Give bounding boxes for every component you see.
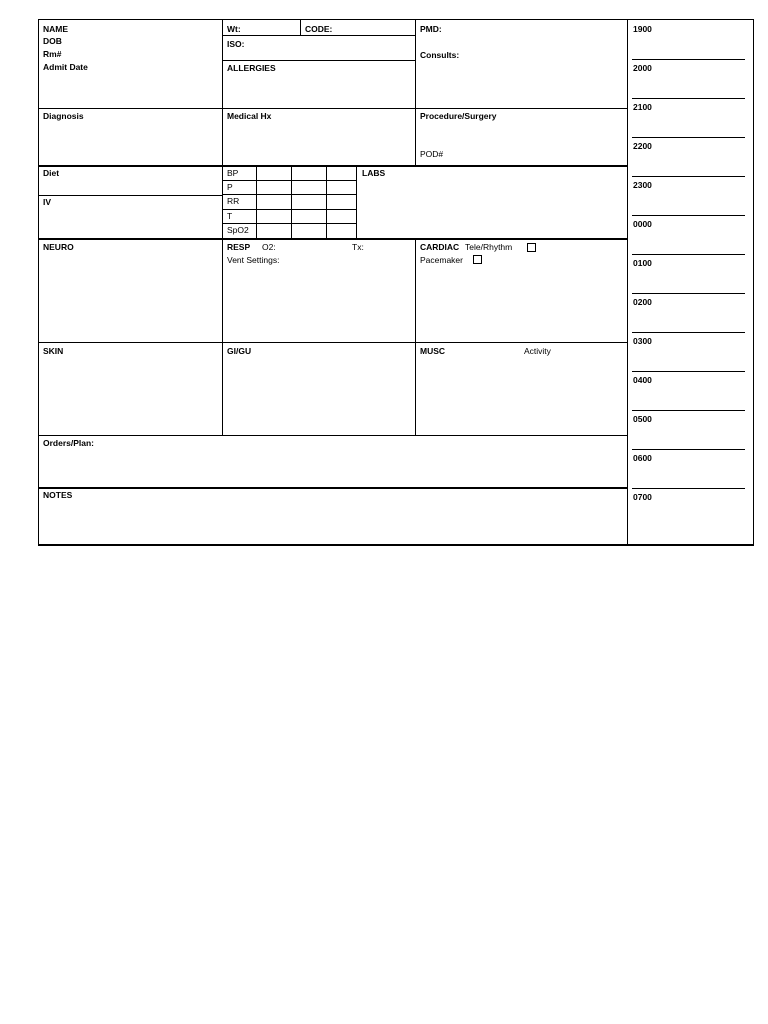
time-line [632,371,745,372]
pacemaker-label: Pacemaker [420,255,463,265]
time-line [632,332,745,333]
vitals-grid-col-1 [256,166,257,239]
name-label: NAME [43,24,69,34]
iv-label: IV [43,197,52,207]
bp-label: BP [227,168,239,178]
tele-rhythm-label: Tele/Rhythm [465,242,513,252]
line-row-2 [38,165,627,167]
pod-label: POD# [420,149,444,159]
diet-label: Diet [43,168,60,178]
tx-label: Tx: [352,242,364,252]
time-line [632,176,745,177]
time-label: 0700 [633,492,652,502]
vitals-grid-col-2 [291,166,292,239]
vitals-grid-row-1 [222,180,356,181]
diagnosis-label: Diagnosis [43,111,84,121]
time-line [632,215,745,216]
consults-label: Consults: [420,50,460,60]
time-label: 2200 [633,141,652,151]
room-label: Rm# [43,49,62,59]
time-label: 0600 [633,453,652,463]
time-label: 0500 [633,414,652,424]
resp-label: RESP [227,242,251,252]
vitals-grid-row-3 [222,209,356,210]
time-label: 1900 [633,24,652,34]
gi-gu-label: GI/GU [227,346,252,356]
line-row-5 [38,435,627,436]
frame-top [38,19,754,20]
line-row-4 [38,342,627,343]
medical-hx-label: Medical Hx [227,111,272,121]
pacemaker-checkbox[interactable] [473,255,482,264]
time-label: 2000 [633,63,652,73]
time-label: 0300 [633,336,652,346]
time-label: 0200 [633,297,652,307]
frame-left [38,19,39,546]
time-label: 0400 [633,375,652,385]
skin-label: SKIN [43,346,64,356]
musc-label: MUSC [420,346,446,356]
time-line [632,410,745,411]
divider-wt-code [300,19,301,35]
allergies-label: ALLERGIES [227,63,276,73]
pmd-label: PMD: [420,24,442,34]
line-under-iso [222,60,415,61]
iso-label: ISO: [227,39,245,49]
vent-settings-label: Vent Settings: [227,255,280,265]
time-line [632,254,745,255]
time-label: 2100 [633,102,652,112]
line-row-6 [38,487,627,489]
line-diet-iv [38,195,222,196]
dob-label: DOB [43,36,62,46]
time-line [632,449,745,450]
time-line [632,488,745,489]
rr-label: RR [227,196,240,206]
time-line [632,137,745,138]
o2-label: O2: [262,242,276,252]
divider-col-2b [415,239,416,436]
admit-date-label: Admit Date [43,62,88,72]
divider-time-column [627,19,628,546]
cardiac-label: CARDIAC [420,242,460,252]
vitals-grid-col-3 [326,166,327,239]
vitals-grid-row-2 [222,194,356,195]
time-label: 2300 [633,180,652,190]
time-line [632,59,745,60]
temp-label: T [227,211,233,221]
line-under-wt [222,35,415,36]
procedure-surgery-label: Procedure/Surgery [420,111,497,121]
divider-labs [356,166,357,239]
notes-label: NOTES [43,490,73,500]
time-label: 0100 [633,258,652,268]
divider-col-2a [415,19,416,166]
frame-right [753,19,754,546]
line-row-3 [38,238,627,240]
weight-label: Wt: [227,24,241,34]
labs-label: LABS [362,168,386,178]
vitals-grid-row-4 [222,223,356,224]
orders-plan-label: Orders/Plan: [43,438,95,448]
pulse-label: P [227,182,233,192]
line-row-1 [38,108,627,109]
time-line [632,98,745,99]
time-line [632,293,745,294]
spo2-label: SpO2 [227,225,249,235]
activity-label: Activity [524,346,551,356]
time-label: 0000 [633,219,652,229]
frame-bottom [38,544,754,546]
tele-rhythm-checkbox[interactable] [527,243,536,252]
divider-col-1 [222,19,223,436]
neuro-label: NEURO [43,242,74,252]
code-label: CODE: [305,24,333,34]
